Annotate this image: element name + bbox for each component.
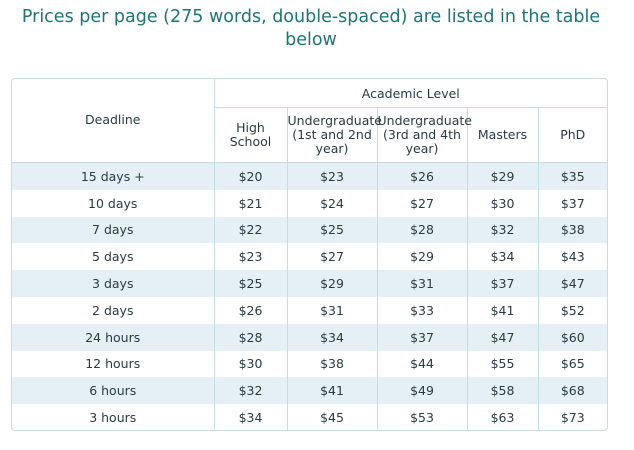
deadline-cell: 7 days <box>12 217 214 244</box>
price-table <box>12 79 607 431</box>
price-cell: $45 <box>287 404 377 431</box>
price-cell: $29 <box>377 243 467 270</box>
level-header-phd: PhD <box>538 108 607 163</box>
price-cell: $29 <box>287 270 377 297</box>
price-cell: $28 <box>377 217 467 244</box>
price-cell: $30 <box>467 190 538 217</box>
price-cell: $60 <box>538 324 607 351</box>
price-cell: $58 <box>467 377 538 404</box>
price-cell: $32 <box>467 217 538 244</box>
price-table-container <box>11 78 608 431</box>
price-cell: $68 <box>538 377 607 404</box>
price-cell: $47 <box>467 324 538 351</box>
price-table-body <box>12 163 607 431</box>
price-cell: $35 <box>538 163 607 190</box>
level-header-undergraduate-1-2: Undergraduate (1st and 2nd year) <box>287 108 377 163</box>
price-cell: $52 <box>538 297 607 324</box>
price-cell: $22 <box>214 217 287 244</box>
price-cell: $38 <box>538 217 607 244</box>
price-cell: $55 <box>467 351 538 378</box>
table-row <box>12 377 607 404</box>
price-cell: $49 <box>377 377 467 404</box>
price-cell: $24 <box>287 190 377 217</box>
deadline-cell: 15 days + <box>12 163 214 190</box>
price-cell: $28 <box>214 324 287 351</box>
price-cell: $37 <box>377 324 467 351</box>
deadline-cell: 10 days <box>88 195 138 211</box>
price-cell: $53 <box>377 404 467 431</box>
table-row <box>12 163 607 190</box>
table-row <box>12 217 607 244</box>
deadline-cell: 3 days <box>12 270 214 297</box>
table-row <box>12 404 607 431</box>
price-cell: $30 <box>214 351 287 378</box>
deadline-cell: 6 hours <box>12 377 214 404</box>
price-cell: $32 <box>214 377 287 404</box>
price-cell: $41 <box>467 297 538 324</box>
price-cell: $25 <box>214 270 287 297</box>
price-cell: $21 <box>214 190 287 217</box>
price-cell: $41 <box>287 377 377 404</box>
price-cell: $25 <box>287 217 377 244</box>
deadline-header: Deadline <box>12 79 214 163</box>
deadline-cell: 5 days <box>92 249 134 265</box>
price-cell: $26 <box>214 297 287 324</box>
price-cell: $34 <box>287 324 377 351</box>
deadline-cell: 24 hours <box>12 324 214 351</box>
table-row <box>12 270 607 297</box>
deadline-cell: 3 hours <box>89 410 137 426</box>
price-cell: $37 <box>538 190 607 217</box>
price-cell: $34 <box>214 404 287 431</box>
level-header-high-school: High School <box>214 108 287 163</box>
page-heading: Prices per page (275 words, double-spaced) are listed in the table below <box>21 7 601 50</box>
deadline-cell: 12 hours <box>85 356 141 372</box>
price-cell: $20 <box>214 163 287 190</box>
table-row <box>12 351 607 378</box>
level-header-masters: Masters <box>467 108 538 163</box>
price-cell: $27 <box>287 243 377 270</box>
price-cell: $29 <box>467 163 538 190</box>
price-cell: $31 <box>377 270 467 297</box>
price-cell: $43 <box>538 243 607 270</box>
price-cell: $65 <box>538 351 607 378</box>
deadline-cell: 2 days <box>92 302 134 318</box>
table-row <box>12 297 607 324</box>
price-cell: $27 <box>377 190 467 217</box>
table-row <box>12 324 607 351</box>
academic-level-header: Academic Level <box>214 79 607 108</box>
price-cell: $23 <box>214 243 287 270</box>
price-cell: $63 <box>467 404 538 431</box>
price-cell: $26 <box>377 163 467 190</box>
level-header-undergraduate-3-4: Undergraduate (3rd and 4th year) <box>377 108 467 163</box>
price-cell: $23 <box>287 163 377 190</box>
price-cell: $31 <box>287 297 377 324</box>
table-row <box>12 243 607 270</box>
price-cell: $37 <box>467 270 538 297</box>
table-row <box>12 190 607 217</box>
price-cell: $34 <box>467 243 538 270</box>
price-cell: $73 <box>538 404 607 431</box>
price-cell: $44 <box>377 351 467 378</box>
price-cell: $47 <box>538 270 607 297</box>
price-cell: $38 <box>287 351 377 378</box>
price-cell: $33 <box>377 297 467 324</box>
